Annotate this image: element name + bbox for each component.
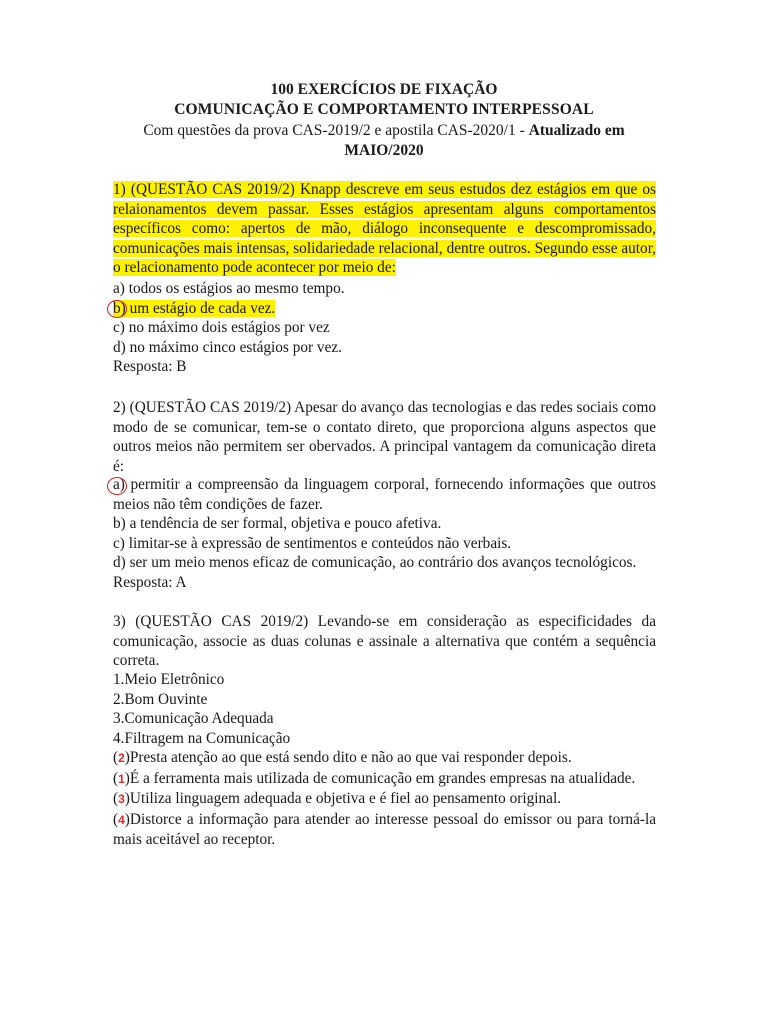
column-2-item: (4)Distorce a informação para atender ao interesse pessoal do emissor ou para torná-la mais aceitável ao receptor.: [113, 810, 656, 848]
q2-option-b: b) a tendência de ser formal, objetiva e pouco afetiva.: [113, 515, 442, 532]
column-2-item-text: )É a ferramenta mais utilizada de comunicação em grandes empresas na atualidade.: [124, 769, 636, 787]
q1-option-b: [113, 299, 656, 319]
answer-circle-mark: [107, 300, 127, 318]
question-3-stem: 3) (QUESTÃO CAS 2019/2) Levando-se em consideração as especificidades da comunicação, associe as duas colunas e assinale a alternativa que contém a sequência correta.: [113, 613, 656, 669]
document-source-line: [0, 121, 768, 141]
question-1-options: [113, 279, 656, 377]
question-1-stem-text: 1) (QUESTÃO CAS 2019/2) Knapp descreve em seus estudos dez estágios em que os relaionamentos devem passar. Esses estágios apresentam alguns comportamentos específicos como: apertos de mão, diálogo inconsequente e descompromissado, comunicações mais intensas, solidariedade relacional, dentre outros. Segundo esse autor, o relacionamento pode acontecer por meio de:: [113, 181, 656, 276]
source-text: Com questões da prova CAS-2019/2 e apostila CAS-2020/1 -: [143, 122, 529, 139]
column-2-item: (2)Presta atenção ao que está sendo dito e não ao que vai responder depois.: [113, 749, 572, 766]
q1-answer: Resposta: B: [113, 358, 187, 375]
answer-circle-mark: [107, 477, 127, 495]
q1-option-a: a) todos os estágios ao mesmo tempo.: [113, 280, 345, 297]
q1-option-d: d) no máximo cinco estágios por vez.: [113, 338, 342, 356]
q2-answer: Resposta: A: [113, 573, 187, 591]
column-1-item: 4.Filtragem na Comunicação: [113, 729, 291, 747]
column-2-item: (3)Utiliza linguagem adequada e objetiva e é fiel ao pensamento original.: [113, 790, 562, 807]
handwritten-number: 2: [118, 751, 125, 765]
q2-option-c: c) limitar-se à expressão de sentimentos e conteúdos não verbais.: [113, 534, 512, 552]
document-subtitle: COMUNICAÇÃO E COMPORTAMENTO INTERPESSOAL: [174, 101, 594, 118]
handwritten-number: 4: [118, 812, 125, 827]
handwritten-number: 3: [118, 792, 125, 806]
question-3-column-2: [113, 748, 656, 850]
q1-option-c: c) no máximo dois estágios por vez: [113, 319, 330, 336]
column-2-item-text: )Utiliza linguagem adequada e objetiva e é fiel ao pensamento original.: [124, 790, 562, 807]
column-2-item: (1)É a ferramenta mais utilizada de comunicação em grandes empresas na atualidade.: [113, 769, 636, 787]
q2-option-a-text: a) permitir a compreensão da linguagem corporal, fornecendo informações que outros meios não têm condições de fazer.: [113, 476, 656, 513]
column-1-item: 2.Bom Ouvinte: [113, 690, 208, 708]
handwritten-number: 1: [118, 771, 125, 786]
column-2-item-text: )Presta atenção ao que está sendo dito e não ao que vai responder depois.: [124, 749, 572, 766]
updated-label: Atualizado em: [528, 122, 625, 139]
column-2-item-text: )Distorce a informação para atender ao interesse pessoal do emissor ou para torná-la mais aceitável ao receptor.: [113, 810, 656, 848]
question-2-stem: 2) (QUESTÃO CAS 2019/2) Apesar do avanço das tecnologias e das redes sociais como modo de se comunicar, tem-se o contato direto, que proporciona alguns aspectos que outros meios não permitem ser obervados. A principal vantagem da comunicação direta é:: [113, 399, 656, 475]
q1-option-b-text: b) um estágio de cada vez.: [113, 299, 276, 317]
question-3-column-1: [113, 670, 656, 748]
q2-option-d: d) ser um meio menos eficaz de comunicação, ao contrário dos avanços tecnológicos.: [113, 554, 637, 571]
column-1-item: 1.Meio Eletrônico: [113, 671, 225, 688]
document-title: 100 EXERCÍCIOS DE FIXAÇÃO: [270, 81, 498, 98]
document-date: MAIO/2020: [344, 142, 424, 159]
q2-option-a: [113, 475, 656, 514]
question-2-options: [113, 514, 656, 592]
column-1-item: 3.Comunicação Adequada: [113, 710, 274, 727]
question-1-stem: [113, 180, 656, 278]
